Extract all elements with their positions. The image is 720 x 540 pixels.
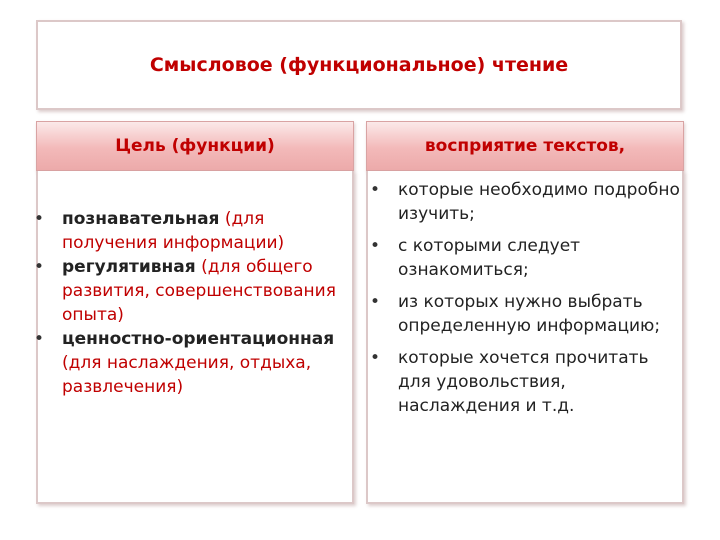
left-header — [36, 121, 354, 171]
perception-item: которые необходимо подробно изучить; — [398, 180, 680, 224]
list-item — [364, 178, 684, 226]
perception-list — [364, 178, 684, 418]
list-item — [28, 327, 354, 399]
bullet-icon: • — [34, 257, 45, 277]
bullet-icon: • — [370, 236, 381, 256]
goal-term: познавательная — [62, 209, 220, 229]
title-box — [36, 20, 682, 110]
list-item — [364, 290, 684, 338]
left-header-label: Цель (функции) — [115, 136, 275, 156]
list-item — [28, 255, 354, 327]
perception-item: из которых нужно выбрать определенную информацию; — [398, 292, 661, 336]
perception-item: которые хочется прочитать для удовольствия, наслаждения и т.д. — [398, 348, 649, 416]
goal-term: ценностно-ориентационная — [62, 329, 335, 349]
goal-note: (для общего развития, совершенствования опыта) — [62, 257, 336, 325]
bullet-icon: • — [34, 209, 45, 229]
goals-list — [28, 207, 354, 399]
list-item — [364, 234, 684, 282]
bullet-icon: • — [34, 329, 45, 349]
bullet-icon: • — [370, 180, 381, 200]
list-item — [364, 346, 684, 418]
bullet-icon: • — [370, 348, 381, 368]
bullet-icon: • — [370, 292, 381, 312]
goal-note: (для наслаждения, отдыха, развлечения) — [62, 353, 312, 397]
perception-item: с которыми следует ознакомиться; — [398, 236, 581, 280]
goal-note: (для получения информации) — [62, 209, 285, 253]
right-header-label: восприятие текстов, — [424, 136, 626, 156]
right-header — [366, 121, 684, 171]
diagram-title: Смысловое (функциональное) чтение — [149, 54, 569, 76]
goal-term: регулятивная — [62, 257, 196, 277]
list-item — [28, 207, 354, 255]
